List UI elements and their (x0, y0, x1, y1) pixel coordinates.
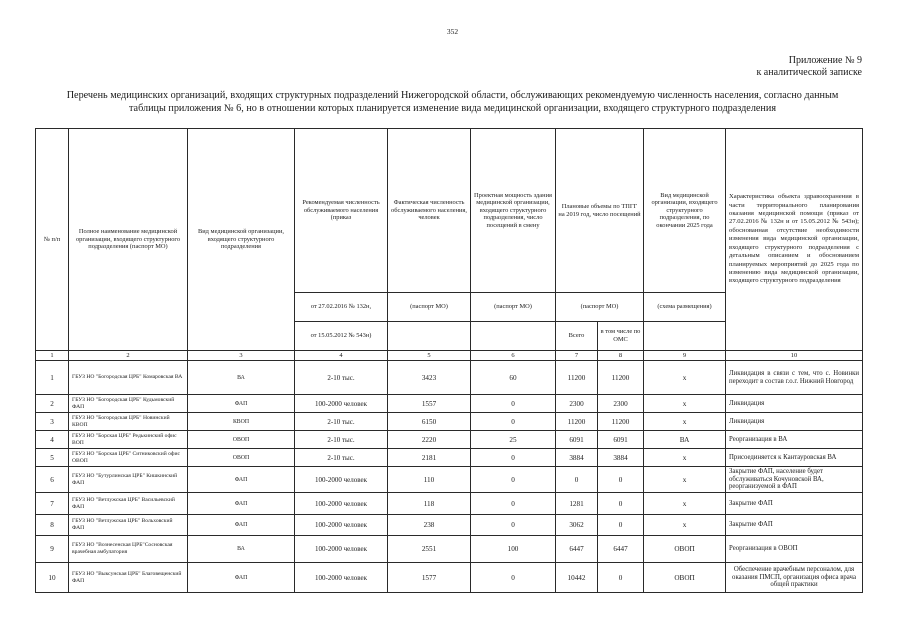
cell-name: ГБУЗ НО "Ветлужская ЦРБ" Васильевский ФАП (69, 493, 188, 515)
cell-type-2025: х (644, 493, 726, 515)
cell-num: 10 (36, 563, 69, 593)
table-row (36, 467, 863, 493)
document-title (0, 89, 905, 115)
cell-capacity: 25 (471, 431, 556, 449)
cell-actual: 1577 (388, 563, 471, 593)
cell-num: 2 (36, 395, 69, 413)
cell-type: ФАП (188, 493, 295, 515)
column-number: 7 (556, 351, 598, 361)
title-line-1: Перечень медицинских организаций, входящих структурных подразделений Нижегородской области, обслуживающих рекомендуемую численность населения, согласно данным (66, 90, 839, 101)
cell-type-2025: ОВОП (644, 563, 726, 593)
cell-actual: 238 (388, 515, 471, 536)
cell-type: ФАП (188, 563, 295, 593)
header-name: Полное наименование медицинской организации, входящего структурного подразделения (паспорт МО) (69, 129, 188, 351)
cell-recommended: 100-2000 человек (295, 563, 388, 593)
header-num: № п/п (36, 129, 69, 351)
column-number: 6 (471, 351, 556, 361)
cell-name: ГБУЗ НО "Богородская ЦРБ" Новинский КВОП (69, 413, 188, 431)
cell-capacity: 0 (471, 449, 556, 467)
cell-num: 8 (36, 515, 69, 536)
cell-characteristic: Ликвидация в связи с тем, что с. Новинки переходит в состав г.о.г. Нижний Новгород (726, 361, 863, 395)
cell-actual: 2551 (388, 536, 471, 563)
cell-type: ВА (188, 536, 295, 563)
header-capacity: Проектная мощность здания медицинской организации, входящего структурного подразделения, число посещений в смену (471, 129, 556, 293)
header-type-2025-source: (схема размещения) (644, 293, 726, 322)
cell-num: 3 (36, 413, 69, 431)
cell-planned-total: 6447 (556, 536, 598, 563)
cell-actual: 110 (388, 467, 471, 493)
table-row (36, 493, 863, 515)
table-row (36, 361, 863, 395)
header-capacity-source: (паспорт МО) (471, 293, 556, 322)
cell-characteristic: Присоединяется к Кантауровская ВА (726, 449, 863, 467)
cell-characteristic: Закрытие ФАП (726, 515, 863, 536)
cell-name: ГБУЗ НО "Выксунская ЦРБ" Благовещенский ФАП (69, 563, 188, 593)
cell-planned-oms: 3884 (598, 449, 644, 467)
cell-type: ФАП (188, 467, 295, 493)
cell-recommended: 100-2000 человек (295, 536, 388, 563)
cell-characteristic: Ликвидация (726, 413, 863, 431)
cell-num: 6 (36, 467, 69, 493)
cell-capacity: 100 (471, 536, 556, 563)
cell-planned-total: 10442 (556, 563, 598, 593)
cell-planned-oms: 0 (598, 467, 644, 493)
cell-type: ВА (188, 361, 295, 395)
cell-type-2025: х (644, 395, 726, 413)
cell-recommended: 2-10 тыс. (295, 449, 388, 467)
cell-planned-oms: 2300 (598, 395, 644, 413)
cell-planned-oms: 11200 (598, 413, 644, 431)
header-actual-source: (паспорт МО) (388, 293, 471, 322)
cell-planned-total: 3062 (556, 515, 598, 536)
cell-characteristic: Закрытие ФАП, население будет обслуживаться Кочуновской ВА, реорганизуемой в ФАП (726, 467, 863, 493)
cell-planned-total: 6091 (556, 431, 598, 449)
header-planned-total: Всего (556, 322, 598, 351)
cell-recommended: 2-10 тыс. (295, 431, 388, 449)
cell-capacity: 60 (471, 361, 556, 395)
header-row-main (36, 129, 863, 293)
cell-capacity: 0 (471, 467, 556, 493)
cell-recommended: 100-2000 человек (295, 515, 388, 536)
cell-actual: 118 (388, 493, 471, 515)
cell-type-2025: ВА (644, 431, 726, 449)
cell-num: 9 (36, 536, 69, 563)
header-empty-cell (388, 322, 471, 351)
column-number: 10 (726, 351, 863, 361)
cell-type: КВОП (188, 413, 295, 431)
cell-type-2025: х (644, 515, 726, 536)
cell-planned-oms: 6091 (598, 431, 644, 449)
column-number: 2 (69, 351, 188, 361)
cell-type-2025: х (644, 449, 726, 467)
cell-type-2025: х (644, 413, 726, 431)
cell-num: 5 (36, 449, 69, 467)
cell-recommended: 100-2000 человек (295, 467, 388, 493)
header-actual: Фактическая численность обслуживаемого населения, человек (388, 129, 471, 293)
cell-type: ФАП (188, 515, 295, 536)
cell-name: ГБУЗ НО "Борская ЦРБ" Редькинский офис ВОП (69, 431, 188, 449)
cell-characteristic: Закрытие ФАП (726, 493, 863, 515)
header-planned: Плановые объемы по ТПГГ на 2019 год, число посещений (556, 129, 644, 293)
column-number: 9 (644, 351, 726, 361)
table-row (36, 515, 863, 536)
cell-capacity: 0 (471, 413, 556, 431)
title-line-2: таблицы приложения № 6, но в отношении которых планируется изменение вида медицинской организации, входящего структурного подразделения (128, 103, 777, 114)
table-row (36, 536, 863, 563)
column-number: 5 (388, 351, 471, 361)
cell-name: ГБУЗ НО "Бутурлинская ЦРБ" Кишкинский ФАП (69, 467, 188, 493)
table-row (36, 413, 863, 431)
cell-type: ОВОП (188, 431, 295, 449)
cell-actual: 2220 (388, 431, 471, 449)
cell-capacity: 0 (471, 493, 556, 515)
cell-capacity: 0 (471, 563, 556, 593)
cell-planned-total: 2300 (556, 395, 598, 413)
cell-num: 7 (36, 493, 69, 515)
cell-planned-total: 1281 (556, 493, 598, 515)
cell-type: ФАП (188, 395, 295, 413)
cell-num: 1 (36, 361, 69, 395)
column-number: 3 (188, 351, 295, 361)
cell-actual: 1557 (388, 395, 471, 413)
header-recommended: Рекомендуемая численность обслуживаемого населения (приказ (295, 129, 388, 293)
header-recommended-order-1: от 27.02.2016 № 132н, (295, 293, 388, 322)
cell-characteristic: Реорганизация в ВА (726, 431, 863, 449)
cell-recommended: 100-2000 человек (295, 493, 388, 515)
cell-actual: 3423 (388, 361, 471, 395)
cell-actual: 2181 (388, 449, 471, 467)
cell-planned-oms: 0 (598, 515, 644, 536)
page-number: 352 (446, 27, 459, 36)
cell-capacity: 0 (471, 395, 556, 413)
column-number: 8 (598, 351, 644, 361)
cell-name: ГБУЗ НО "Богородская ЦРБ" Кудьмовский ФАП (69, 395, 188, 413)
cell-capacity: 0 (471, 515, 556, 536)
cell-planned-total: 3884 (556, 449, 598, 467)
cell-characteristic: Ликвидация (726, 395, 863, 413)
cell-name: ГБУЗ НО "Вознесенская ЦРБ"Сосновская врачебная амбулатория (69, 536, 188, 563)
table-row (36, 449, 863, 467)
cell-recommended: 2-10 тыс. (295, 413, 388, 431)
header-recommended-order-2: от 15.05.2012 № 543н) (295, 322, 388, 351)
cell-actual: 6150 (388, 413, 471, 431)
cell-planned-oms: 11200 (598, 361, 644, 395)
cell-type-2025: ОВОП (644, 536, 726, 563)
table-row (36, 563, 863, 593)
cell-characteristic: Реорганизация в ОВОП (726, 536, 863, 563)
cell-num: 4 (36, 431, 69, 449)
cell-planned-oms: 6447 (598, 536, 644, 563)
cell-planned-oms: 0 (598, 563, 644, 593)
appendix-line-1: Приложение № 9 (788, 55, 862, 66)
header-empty-cell (644, 322, 726, 351)
cell-recommended: 100-2000 человек (295, 395, 388, 413)
header-empty-cell (471, 322, 556, 351)
header-characteristic: Характеристика объекта здравоохранения в части территориального планирования оказания медицинской помощи (приказ от 27.02.2016 № 132н и от 15.05.2012 № 543н); обоснованная отсутствие необходимости изменения вида медицинской организации, входящего структурного подразделения с детальным описанием и обоснованием планируемых мероприятий до 2025 года по изменению вида медицинской организации, входящего структурного подразделения (726, 129, 863, 351)
organizations-table (35, 128, 863, 593)
table-row (36, 395, 863, 413)
header-type-2025: Вид медицинской организации, входящего структурного подразделения, по окончании 2025 года (644, 129, 726, 293)
header-planned-oms: в том числе по ОМС (598, 322, 644, 351)
table-row (36, 431, 863, 449)
cell-planned-total: 0 (556, 467, 598, 493)
cell-planned-oms: 0 (598, 493, 644, 515)
cell-type-2025: х (644, 361, 726, 395)
column-numbers-row (36, 351, 863, 361)
cell-type: ОВОП (188, 449, 295, 467)
cell-planned-total: 11200 (556, 361, 598, 395)
cell-planned-total: 11200 (556, 413, 598, 431)
column-number: 4 (295, 351, 388, 361)
cell-characteristic: Обеспечение врачебным персоналом, для оказания ПМСП, организация офиса врача общей практики (726, 563, 863, 593)
cell-type-2025: х (644, 467, 726, 493)
cell-name: ГБУЗ НО "Борская ЦРБ" Ситниковский офис ОВОП (69, 449, 188, 467)
appendix-line-2: к аналитической записке (756, 67, 862, 78)
cell-name: ГБУЗ НО "Богородская ЦРБ" Комаровская ВА (69, 361, 188, 395)
column-number: 1 (36, 351, 69, 361)
header-planned-source: (паспорт МО) (556, 293, 644, 322)
appendix-heading (756, 55, 862, 79)
header-type: Вид медицинской организации, входящего структурного подразделения (188, 129, 295, 351)
cell-name: ГБУЗ НО "Ветлужская ЦРБ" Вольховский ФАП (69, 515, 188, 536)
cell-recommended: 2-10 тыс. (295, 361, 388, 395)
